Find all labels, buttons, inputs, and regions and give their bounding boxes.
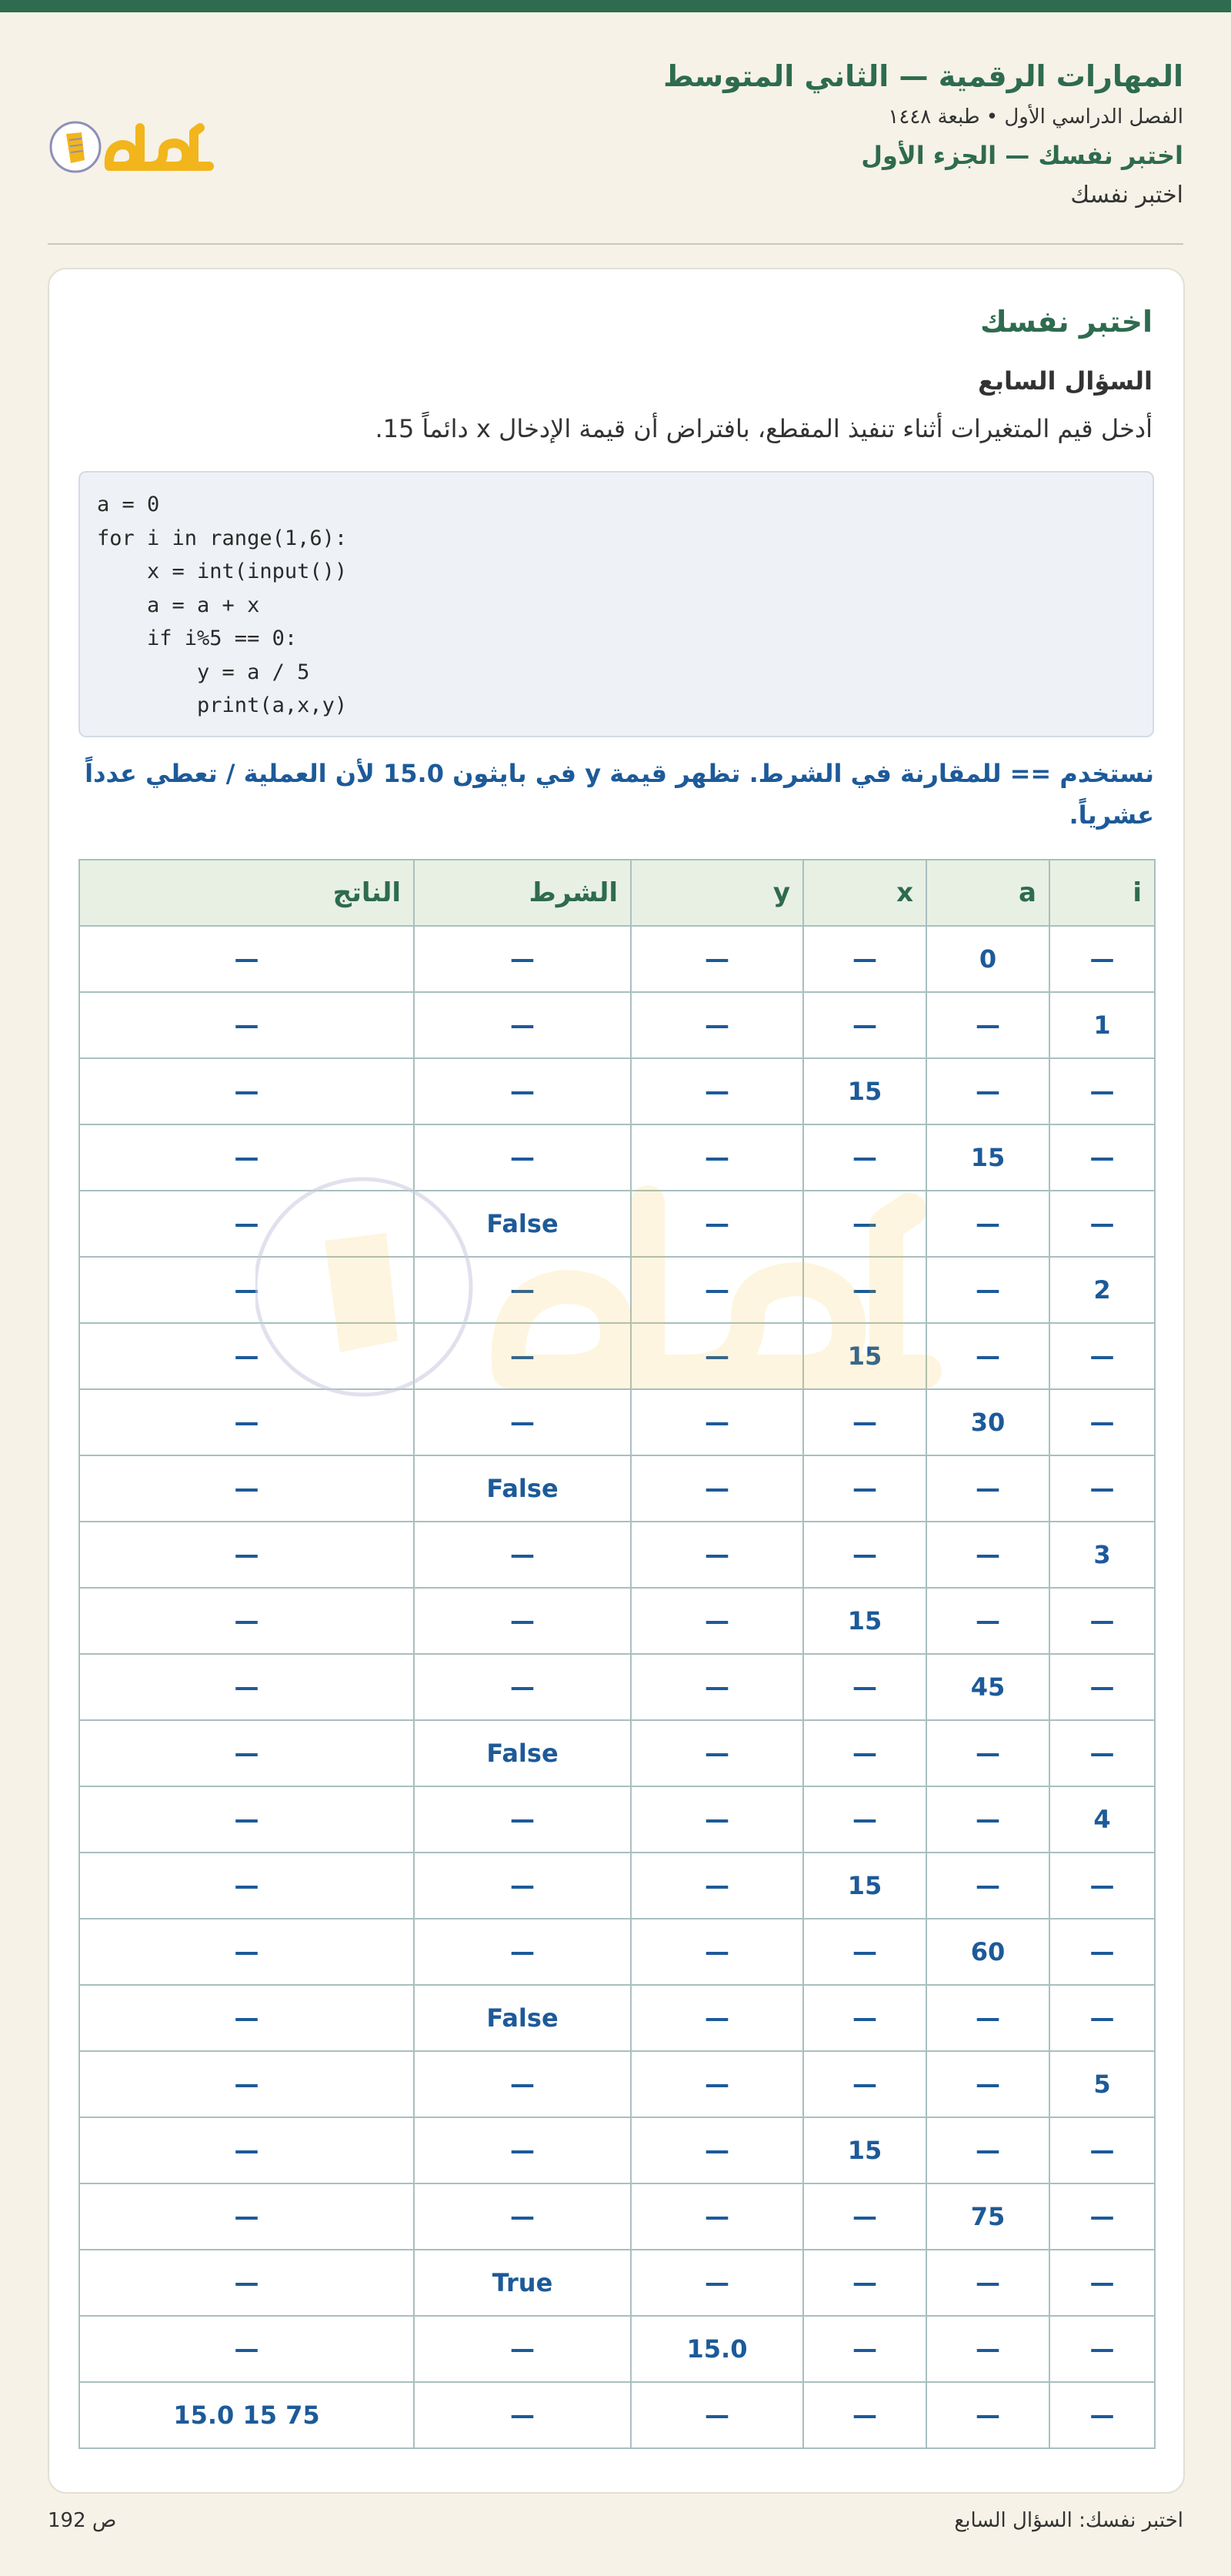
cell-y: — (631, 2183, 803, 2250)
cell-i: — (1049, 2316, 1155, 2382)
cell-a: 75 (926, 2183, 1049, 2250)
cell-y: — (631, 1919, 803, 1985)
cell-condition: — (414, 1853, 631, 1919)
cell-a: — (926, 2316, 1049, 2382)
cell-x: — (803, 1257, 926, 1323)
cell-a: — (926, 1522, 1049, 1588)
question-title: السؤال السابع (978, 366, 1153, 396)
cell-condition: — (414, 1058, 631, 1124)
cell-i: — (1049, 2183, 1155, 2250)
cell-output: — (79, 1786, 414, 1853)
cell-condition: — (414, 2382, 631, 2448)
cell-y: — (631, 2117, 803, 2183)
cell-i: — (1049, 1389, 1155, 1455)
cell-output: 75 15 15.0 (79, 2382, 414, 2448)
cell-a: — (926, 1985, 1049, 2051)
hulul-logo (48, 105, 225, 189)
cell-condition: — (414, 1257, 631, 1323)
cell-a: — (926, 1058, 1049, 1124)
cell-condition: — (414, 1786, 631, 1853)
cell-output: — (79, 1191, 414, 1257)
cell-condition: False (414, 1455, 631, 1522)
cell-a: — (926, 992, 1049, 1058)
cell-condition: — (414, 2183, 631, 2250)
cell-output: — (79, 1058, 414, 1124)
cell-x: — (803, 2316, 926, 2382)
cell-y: — (631, 1124, 803, 1191)
cell-condition: — (414, 1919, 631, 1985)
cell-condition: True (414, 2250, 631, 2316)
cell-x: — (803, 2183, 926, 2250)
table-row (79, 2117, 1155, 2183)
cell-x: 15 (803, 2117, 926, 2183)
cell-y: — (631, 2051, 803, 2117)
cell-a: — (926, 1720, 1049, 1786)
cell-y: — (631, 2250, 803, 2316)
cell-y: — (631, 1323, 803, 1389)
header-titles (663, 57, 1183, 212)
table-row (79, 1786, 1155, 1853)
lesson-title: اختبر نفسك — الجزء الأول (861, 141, 1183, 170)
cell-a: — (926, 1191, 1049, 1257)
cell-i: — (1049, 2117, 1155, 2183)
cell-i: — (1049, 1191, 1155, 1257)
cell-a: — (926, 1257, 1049, 1323)
cell-i: 1 (1049, 992, 1155, 1058)
cell-output: — (79, 1985, 414, 2051)
cell-a: — (926, 2250, 1049, 2316)
cell-condition: False (414, 1191, 631, 1257)
table-row (79, 1522, 1155, 1588)
table-row (79, 1191, 1155, 1257)
cell-x: — (803, 1389, 926, 1455)
cell-y: — (631, 1257, 803, 1323)
page-header (48, 12, 1183, 243)
cell-x: — (803, 2382, 926, 2448)
cell-i: 2 (1049, 1257, 1155, 1323)
cell-condition: — (414, 1522, 631, 1588)
cell-i: — (1049, 1720, 1155, 1786)
cell-output: — (79, 1455, 414, 1522)
cell-output: — (79, 2117, 414, 2183)
table-row (79, 992, 1155, 1058)
cell-i: 3 (1049, 1522, 1155, 1588)
cell-a: 45 (926, 1654, 1049, 1720)
trace-table (78, 859, 1156, 2449)
cell-output: — (79, 1919, 414, 1985)
cell-a: — (926, 2382, 1049, 2448)
cell-a: — (926, 1588, 1049, 1654)
cell-x: — (803, 926, 926, 992)
cell-i: — (1049, 2382, 1155, 2448)
cell-condition: — (414, 992, 631, 1058)
cell-output: — (79, 2051, 414, 2117)
cell-x: — (803, 2250, 926, 2316)
cell-output: — (79, 1853, 414, 1919)
cell-x: — (803, 1455, 926, 1522)
cell-i: — (1049, 1455, 1155, 1522)
cell-condition: — (414, 1124, 631, 1191)
cell-i: — (1049, 1058, 1155, 1124)
cell-y: — (631, 1985, 803, 2051)
cell-output: — (79, 1124, 414, 1191)
cell-y: — (631, 1853, 803, 1919)
cell-x: — (803, 1786, 926, 1853)
cell-condition: False (414, 1720, 631, 1786)
cell-i: — (1049, 1124, 1155, 1191)
cell-y: — (631, 1389, 803, 1455)
cell-x: — (803, 1720, 926, 1786)
question-card (48, 268, 1185, 2494)
cell-a: 60 (926, 1919, 1049, 1985)
cell-condition: — (414, 1654, 631, 1720)
cell-a: — (926, 2117, 1049, 2183)
code-block: a = 0 for i in range(1,6): x = int(input()) a = a + x if i%5 == 0: y = a / 5 print(a,x,y) (78, 471, 1154, 737)
table-row (79, 2051, 1155, 2117)
cell-output: — (79, 1720, 414, 1786)
cell-x: — (803, 1522, 926, 1588)
cell-x: — (803, 1985, 926, 2051)
cell-i: 5 (1049, 2051, 1155, 2117)
table-row (79, 1654, 1155, 1720)
cell-y: 15.0 (631, 2316, 803, 2382)
table-row (79, 1257, 1155, 1323)
question-text: أدخل قيم المتغيرات أثناء تنفيذ المقطع، بافتراض أن قيمة الإدخال x دائماً 15. (375, 414, 1153, 443)
cell-output: — (79, 1257, 414, 1323)
cell-i: — (1049, 1654, 1155, 1720)
cell-output: — (79, 1654, 414, 1720)
cell-a: 15 (926, 1124, 1049, 1191)
cell-y: — (631, 1058, 803, 1124)
cell-x: 15 (803, 1853, 926, 1919)
cell-output: — (79, 1323, 414, 1389)
cell-y: — (631, 926, 803, 992)
cell-y: — (631, 1720, 803, 1786)
table-row (79, 926, 1155, 992)
cell-i: — (1049, 1853, 1155, 1919)
table-row (79, 1919, 1155, 1985)
cell-x: — (803, 1191, 926, 1257)
cell-output: — (79, 1522, 414, 1588)
table-row (79, 2183, 1155, 2250)
top-accent-bar (0, 0, 1231, 12)
cell-x: — (803, 992, 926, 1058)
table-row (79, 1124, 1155, 1191)
table-row (79, 1323, 1155, 1389)
cell-condition: — (414, 1323, 631, 1389)
footer-section: اختبر نفسك: السؤال السابع (954, 2509, 1183, 2532)
term-edition: الفصل الدراسي الأول • طبعة ١٤٤٨ (888, 105, 1183, 129)
cell-a: — (926, 1786, 1049, 1853)
cell-condition: — (414, 2316, 631, 2382)
cell-i: — (1049, 1985, 1155, 2051)
cell-y: — (631, 1786, 803, 1853)
cell-y: — (631, 1191, 803, 1257)
cell-i: — (1049, 2250, 1155, 2316)
cell-i: 4 (1049, 1786, 1155, 1853)
cell-output: — (79, 1389, 414, 1455)
cell-a: — (926, 1455, 1049, 1522)
cell-i: — (1049, 1919, 1155, 1985)
lesson-subtitle: اختبر نفسك (1070, 182, 1183, 209)
cell-a: — (926, 1853, 1049, 1919)
table-row (79, 1455, 1155, 1522)
cell-x: — (803, 2051, 926, 2117)
cell-condition: — (414, 1588, 631, 1654)
cell-i: — (1049, 1323, 1155, 1389)
cell-x: — (803, 1654, 926, 1720)
column-header-a: a (926, 860, 1049, 926)
cell-a: — (926, 1323, 1049, 1389)
trace-table-body (79, 926, 1155, 2448)
cell-condition: — (414, 2117, 631, 2183)
cell-i: — (1049, 1588, 1155, 1654)
cell-output: — (79, 1588, 414, 1654)
cell-condition: — (414, 926, 631, 992)
column-header-i: i (1049, 860, 1155, 926)
table-row (79, 1720, 1155, 1786)
table-row (79, 1985, 1155, 2051)
table-row (79, 2316, 1155, 2382)
cell-x: 15 (803, 1058, 926, 1124)
section-title: اختبر نفسك (980, 305, 1153, 339)
cell-y: — (631, 1654, 803, 1720)
cell-y: — (631, 1522, 803, 1588)
book-title: المهارات الرقمية — الثاني المتوسط (663, 59, 1183, 93)
page-number: ص 192 (48, 2509, 117, 2532)
cell-x: 15 (803, 1588, 926, 1654)
cell-condition: — (414, 2051, 631, 2117)
answer-note: نستخدم == للمقارنة في الشرط. تظهر قيمة y في بايثون 15.0 لأن العملية / تعطي عدداً عشرياً. (85, 759, 1154, 830)
cell-condition: — (414, 1389, 631, 1455)
table-row (79, 1853, 1155, 1919)
table-header-row (79, 860, 1155, 926)
cell-x: 15 (803, 1323, 926, 1389)
cell-y: — (631, 2382, 803, 2448)
table-row (79, 2382, 1155, 2448)
cell-x: — (803, 1919, 926, 1985)
cell-condition: False (414, 1985, 631, 2051)
table-row (79, 2250, 1155, 2316)
table-row (79, 1588, 1155, 1654)
page-footer (48, 2509, 1183, 2540)
cell-output: — (79, 992, 414, 1058)
cell-output: — (79, 926, 414, 992)
column-header-condition: الشرط (414, 860, 631, 926)
cell-y: — (631, 992, 803, 1058)
table-row (79, 1389, 1155, 1455)
cell-a: — (926, 2051, 1049, 2117)
column-header-y: y (631, 860, 803, 926)
table-row (79, 1058, 1155, 1124)
column-header-x: x (803, 860, 926, 926)
cell-output: — (79, 2250, 414, 2316)
column-header-output: الناتج (79, 860, 414, 926)
cell-y: — (631, 1588, 803, 1654)
cell-i: — (1049, 926, 1155, 992)
header-divider (48, 243, 1183, 245)
cell-a: 30 (926, 1389, 1049, 1455)
cell-output: — (79, 2316, 414, 2382)
cell-output: — (79, 2183, 414, 2250)
cell-x: — (803, 1124, 926, 1191)
cell-y: — (631, 1455, 803, 1522)
cell-a: 0 (926, 926, 1049, 992)
